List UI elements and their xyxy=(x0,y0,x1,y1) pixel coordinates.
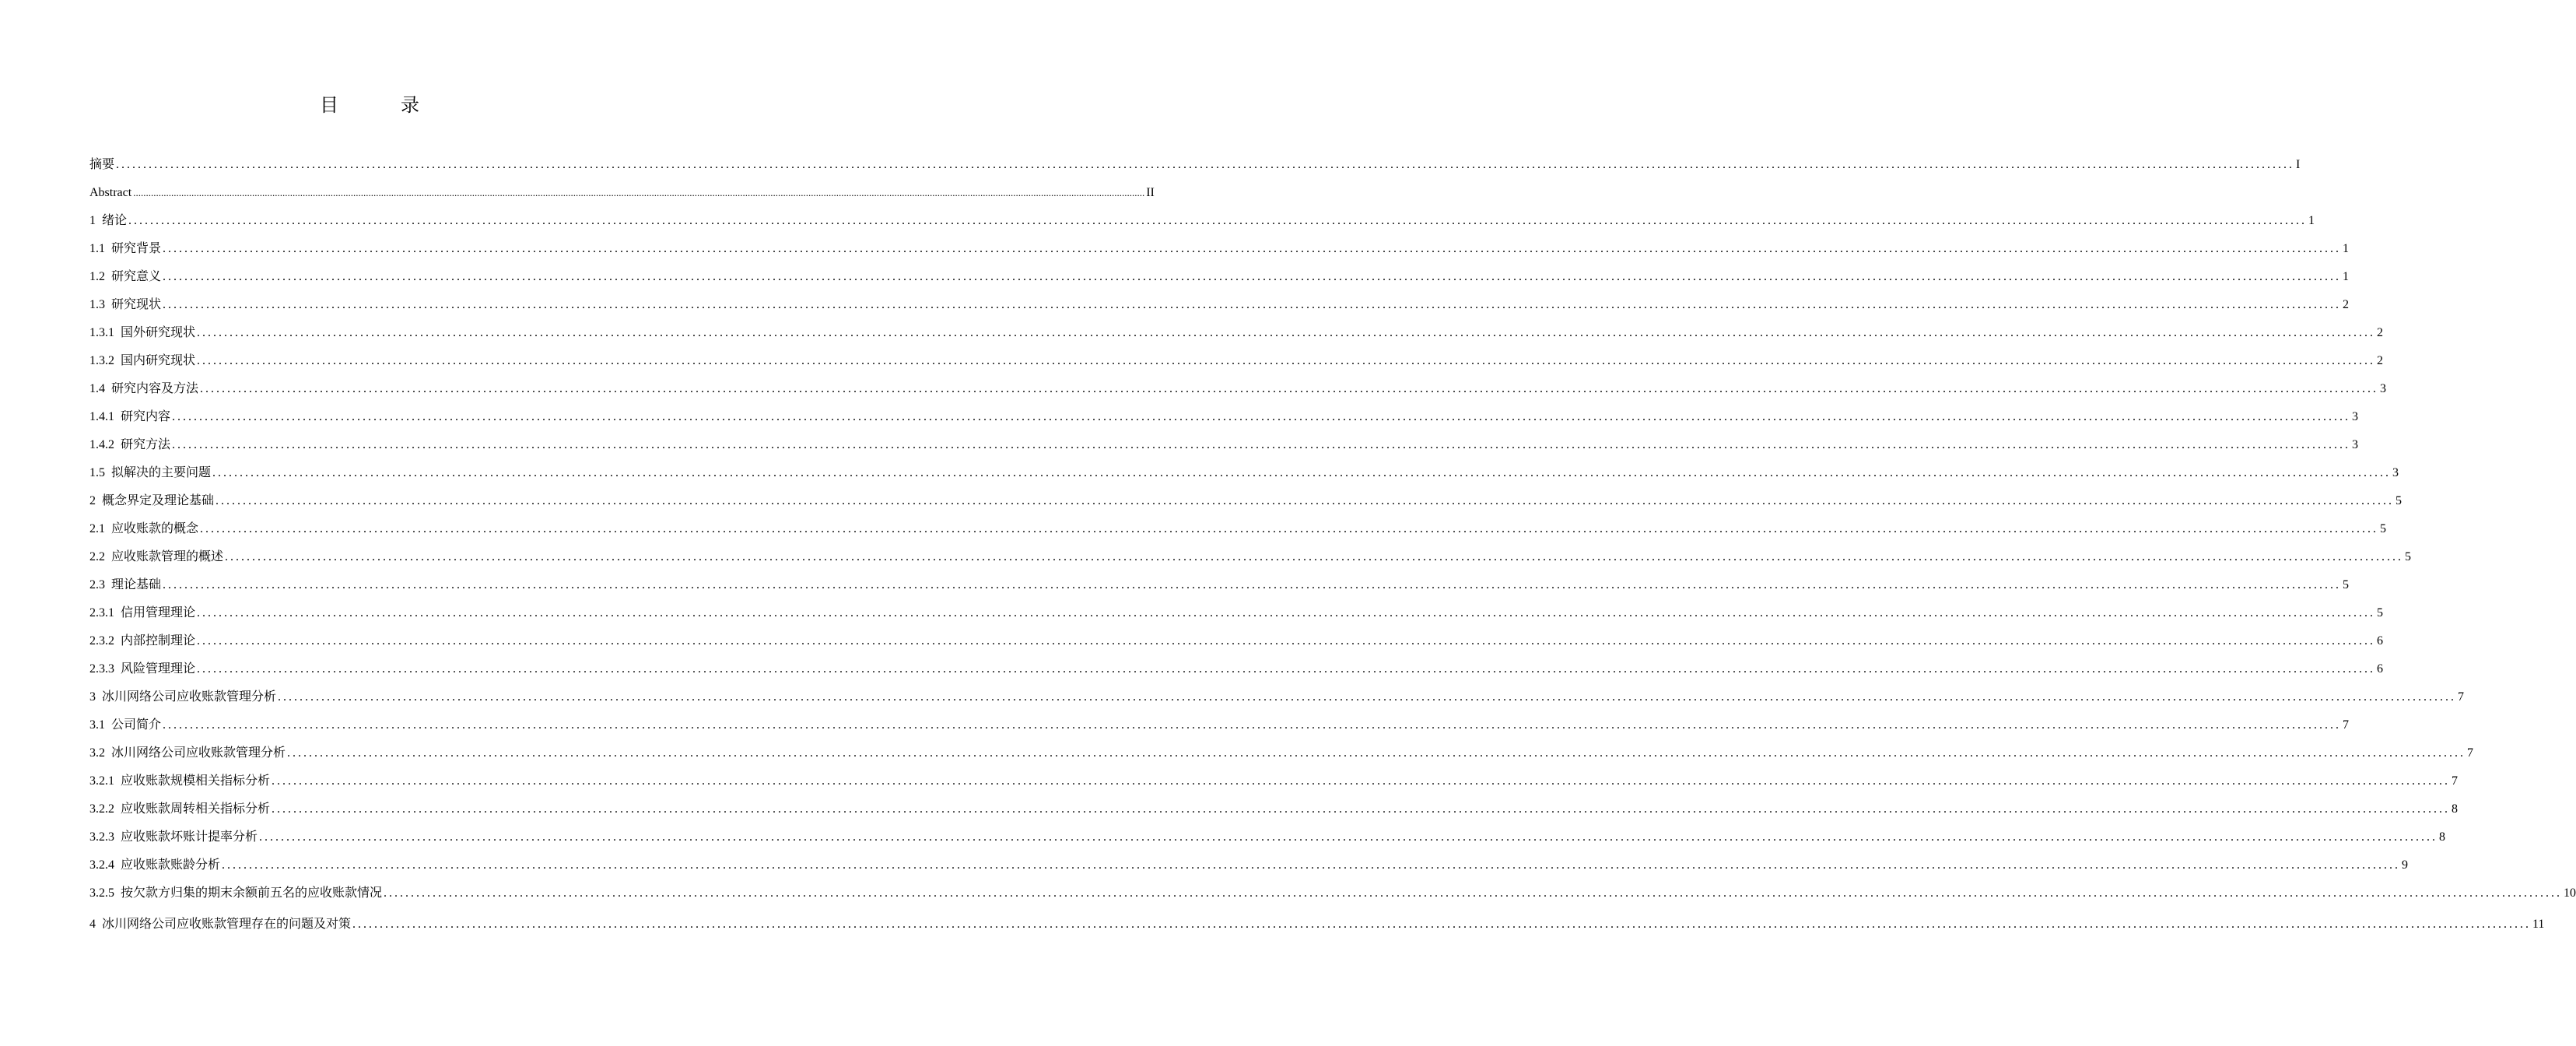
toc-entry-number: 1.3.1 xyxy=(89,326,114,339)
toc-entry-page-number: 3 xyxy=(2380,382,2387,395)
toc-entry-page-number: 7 xyxy=(2452,774,2459,788)
toc-entry-title: 应收账款管理的概述 xyxy=(111,550,224,563)
toc-entry-page-number: 6 xyxy=(2377,634,2384,648)
toc-entry-title: 摘要 xyxy=(89,158,115,171)
toc-entry-title: 应收账款的概念 xyxy=(111,522,199,535)
toc-dot-leader: ................................................................................................................................................................................................................................................................................................................................................................................................................ xyxy=(197,354,2376,367)
toc-dot-leader: ................................................................................................................................................................................................................................................................................................................................................................................................................ xyxy=(197,606,2376,620)
toc-entry-page-number: 5 xyxy=(2396,494,2403,507)
toc-entry-title: 冰川网络公司应收账款管理分析 xyxy=(111,746,286,760)
toc-entry-number: 3.2 xyxy=(89,746,105,760)
toc-entry-page-number: 5 xyxy=(2343,578,2350,591)
toc-entry-page-number: 5 xyxy=(2380,522,2387,535)
toc-dot-leader: ................................................................................................................................................................................................................................................................................................................................................................................................................ xyxy=(272,802,2451,816)
toc-entry-title: 概念界定及理论基础 xyxy=(102,494,215,507)
toc-entry[interactable] xyxy=(89,397,2359,425)
toc-entry-page-number: 1 xyxy=(2343,270,2350,283)
toc-title: 目 录 xyxy=(320,96,441,116)
toc-entry-page-number: 3 xyxy=(2392,466,2399,479)
toc-entry-title: 国外研究现状 xyxy=(121,326,196,339)
toc-entry-page-number: 2 xyxy=(2377,326,2384,339)
toc-dot-leader: ................................................................................................................................................................................................................................................................................................................................................................................................................ xyxy=(200,522,2379,535)
toc-entry-number: 3.2.2 xyxy=(89,802,114,816)
toc-entry-number: 2 xyxy=(89,494,96,507)
toc-entry-number: 1.2 xyxy=(89,270,105,283)
toc-entry-title: 信用管理理论 xyxy=(121,606,196,620)
toc-dot-leader: ................................................................................................................................................................................................................................................................................................................................................................................................................ xyxy=(197,326,2376,339)
toc-dot-leader: ................................................................................................................................................................................................................................................................................................................................................................................................................ xyxy=(212,466,2392,479)
toc-entry-number: 2.3.2 xyxy=(89,634,114,648)
toc-dot-leader: ................................................................................................................................................................................................................................................................................................................................................................................................................ xyxy=(163,298,2342,311)
toc-entry[interactable] xyxy=(89,313,2384,341)
toc-entry-title: 应收账款坏账计提率分析 xyxy=(121,830,258,844)
toc-entry-page-number: 11 xyxy=(2532,918,2545,931)
toc-dot-leader: ................................................................................................................................................................................................................................................................................................................................................................................................................ xyxy=(197,662,2376,676)
toc-entry-title: 理论基础 xyxy=(111,578,162,591)
toc-entry[interactable] xyxy=(89,705,2350,733)
toc-entry[interactable] xyxy=(89,733,2474,761)
toc-entry-page-number: I xyxy=(2296,158,2301,171)
toc-entry-page-number: 5 xyxy=(2377,606,2384,620)
toc-entry-number: 2.3 xyxy=(89,578,105,591)
toc-dot-leader: ................................................................................................................................................................................................................................................................................................................................................................................................................ xyxy=(128,214,2308,227)
toc-dot-leader: ................................................................................................................................................................................................................................................................................................................................................................................................................ xyxy=(163,270,2342,283)
toc-dot-leader: ................................................................................................................................................................................................................................................................................................................................................................................................................ xyxy=(116,158,2295,171)
toc-entry-number: 2.3.3 xyxy=(89,662,114,676)
toc-entry-page-number: 7 xyxy=(2467,746,2474,760)
toc-entry-page-number: 8 xyxy=(2439,830,2446,844)
toc-entry-page-number: 8 xyxy=(2452,802,2459,816)
toc-entry[interactable] xyxy=(89,145,2301,173)
toc-dot-leader: ................................................................................................................................................................................................................................................................................................................................................................................................................ xyxy=(272,774,2451,788)
toc-entry-page-number: 1 xyxy=(2343,242,2350,255)
toc-entry-number: 3.2.1 xyxy=(89,774,114,788)
toc-entry-number: 2.2 xyxy=(89,550,105,563)
toc-entry[interactable] xyxy=(89,904,2545,932)
toc-entry[interactable] xyxy=(89,285,2350,313)
toc-entry-title: 按欠款方归集的期末余额前五名的应收账款情况 xyxy=(121,886,383,900)
toc-dot-leader: ................................................................................................................................................................................................................................................................................................................................................................................................................ xyxy=(287,746,2466,760)
toc-entry[interactable] xyxy=(89,509,2387,537)
toc-entry-number: 1.4 xyxy=(89,382,105,395)
toc-dot-leader: ................................................................................................................................................................................................................................................................................................................................................................................................................ xyxy=(225,550,2404,563)
toc-dot-leader: ................................................................................................................................................................................................................................................................................................................................................................................................................ xyxy=(197,634,2376,648)
toc-entry[interactable] xyxy=(89,621,2384,649)
toc-entry-number: 3.2.4 xyxy=(89,858,114,872)
toc-dot-leader: ................................................................................................................................................................................................................................................................................................................................................................................................................ xyxy=(163,578,2342,591)
toc-entry[interactable] xyxy=(89,201,2315,229)
toc-dot-leader: ................................................................................................................................................................................................................................................................................................................................................................................................................ xyxy=(172,410,2351,423)
toc-entry[interactable] xyxy=(89,453,2399,481)
toc-entry[interactable] xyxy=(89,537,2412,565)
toc-entry-page-number: 7 xyxy=(2343,718,2350,732)
toc-entry-title: 研究方法 xyxy=(121,438,171,451)
toc-entry-page-number: 2 xyxy=(2377,354,2384,367)
toc-entry-number: 3.2.3 xyxy=(89,830,114,844)
toc-entry[interactable] xyxy=(89,173,1155,201)
toc-entry[interactable] xyxy=(89,761,2459,789)
toc-entry[interactable] xyxy=(89,565,2350,593)
toc-dot-leader: ................................................................................................................................................................................................................................................................................................................................................................................................................ xyxy=(216,494,2395,507)
toc-dot-leader: ................................................................................................................................................................................................................................................................................................................................................................................................................ xyxy=(163,718,2342,732)
toc-entry-page-number: 5 xyxy=(2405,550,2412,563)
toc-entry[interactable] xyxy=(89,229,2350,257)
toc-entry-number: 3.1 xyxy=(89,718,105,732)
toc-entry-page-number: 10 xyxy=(2564,886,2576,900)
table-of-contents xyxy=(89,145,2576,932)
toc-entry-number: 1.5 xyxy=(89,466,105,479)
toc-entry-number: 1 xyxy=(89,214,96,227)
toc-entry-number: 3 xyxy=(89,690,96,704)
toc-entry-title: 研究意义 xyxy=(111,270,162,283)
toc-entry-number: 4 xyxy=(89,918,96,931)
toc-dot-leader: ................................................................................................................................................................................................................................................................................................................................................................................................................ xyxy=(352,918,2532,931)
toc-entry-title: 冰川网络公司应收账款管理存在的问题及对策 xyxy=(102,918,352,931)
toc-entry-title: 研究内容及方法 xyxy=(111,382,199,395)
toc-dot-leader: ................................................................................................................................................................................................................................................................................................................................................................................................................ xyxy=(163,242,2342,255)
toc-entry-page-number: II xyxy=(1146,186,1155,199)
toc-entry[interactable] xyxy=(89,677,2465,705)
toc-dot-leader: ................................................................................................................................................................................................................................................................................................................................................................................................................ xyxy=(172,438,2351,451)
toc-entry-number: 1.3 xyxy=(89,298,105,311)
toc-entry-page-number: 3 xyxy=(2352,438,2359,451)
toc-entry[interactable] xyxy=(89,425,2359,453)
toc-entry-title: 风险管理理论 xyxy=(121,662,196,676)
toc-entry[interactable] xyxy=(89,649,2384,677)
toc-entry-title: 拟解决的主要问题 xyxy=(111,466,212,479)
toc-entry-title: 研究背景 xyxy=(111,242,162,255)
toc-dot-leader: ................................................................................................................................................................................................................................................................................................................................................................................................................ xyxy=(259,830,2438,844)
toc-entry[interactable] xyxy=(89,789,2459,817)
toc-entry[interactable] xyxy=(89,257,2350,285)
toc-entry[interactable] xyxy=(89,873,2576,901)
toc-entry[interactable] xyxy=(89,817,2446,845)
toc-entry-title: 国内研究现状 xyxy=(121,354,196,367)
toc-entry-page-number: 7 xyxy=(2458,690,2465,704)
toc-entry-title: 应收账款账龄分析 xyxy=(121,858,221,872)
toc-entry-page-number: 2 xyxy=(2343,298,2350,311)
toc-entry-title: 绪论 xyxy=(102,214,128,227)
toc-entry-title: 公司简介 xyxy=(111,718,162,732)
toc-entry-number: 1.4.1 xyxy=(89,410,114,423)
toc-entry[interactable] xyxy=(89,481,2403,509)
toc-entry-title: 研究内容 xyxy=(121,410,171,423)
toc-entry-title: 内部控制理论 xyxy=(121,634,196,648)
toc-entry[interactable] xyxy=(89,369,2387,397)
toc-entry-number: 2.1 xyxy=(89,522,105,535)
toc-entry-title: Abstract xyxy=(89,186,132,199)
toc-entry-page-number: 3 xyxy=(2352,410,2359,423)
toc-entry[interactable] xyxy=(89,593,2384,621)
toc-entry-title: 应收账款规模相关指标分析 xyxy=(121,774,271,788)
toc-dot-leader: ................................................................................................................................................................................................................................................................................................................................................................................................................ xyxy=(200,382,2379,395)
toc-dot-leader: ................................................................................................................................................................................................................................................................................................................................................................................................................ xyxy=(133,187,1145,198)
toc-entry-number: 3.2.5 xyxy=(89,886,114,900)
toc-entry-title: 冰川网络公司应收账款管理分析 xyxy=(102,690,277,704)
toc-entry[interactable] xyxy=(89,341,2384,369)
toc-entry-page-number: 9 xyxy=(2402,858,2409,872)
toc-entry-title: 应收账款周转相关指标分析 xyxy=(121,802,271,816)
toc-dot-leader: ................................................................................................................................................................................................................................................................................................................................................................................................................ xyxy=(222,858,2401,872)
toc-entry-page-number: 1 xyxy=(2308,214,2315,227)
toc-entry-number: 1.1 xyxy=(89,242,105,255)
toc-entry-number: 1.4.2 xyxy=(89,438,114,451)
toc-entry[interactable] xyxy=(89,845,2409,873)
toc-entry-number: 2.3.1 xyxy=(89,606,114,620)
toc-dot-leader: ................................................................................................................................................................................................................................................................................................................................................................................................................ xyxy=(278,690,2457,704)
toc-entry-page-number: 6 xyxy=(2377,662,2384,676)
toc-dot-leader: ................................................................................................................................................................................................................................................................................................................................................................................................................ xyxy=(384,886,2563,900)
toc-entry-title: 研究现状 xyxy=(111,298,162,311)
toc-entry-number: 1.3.2 xyxy=(89,354,114,367)
